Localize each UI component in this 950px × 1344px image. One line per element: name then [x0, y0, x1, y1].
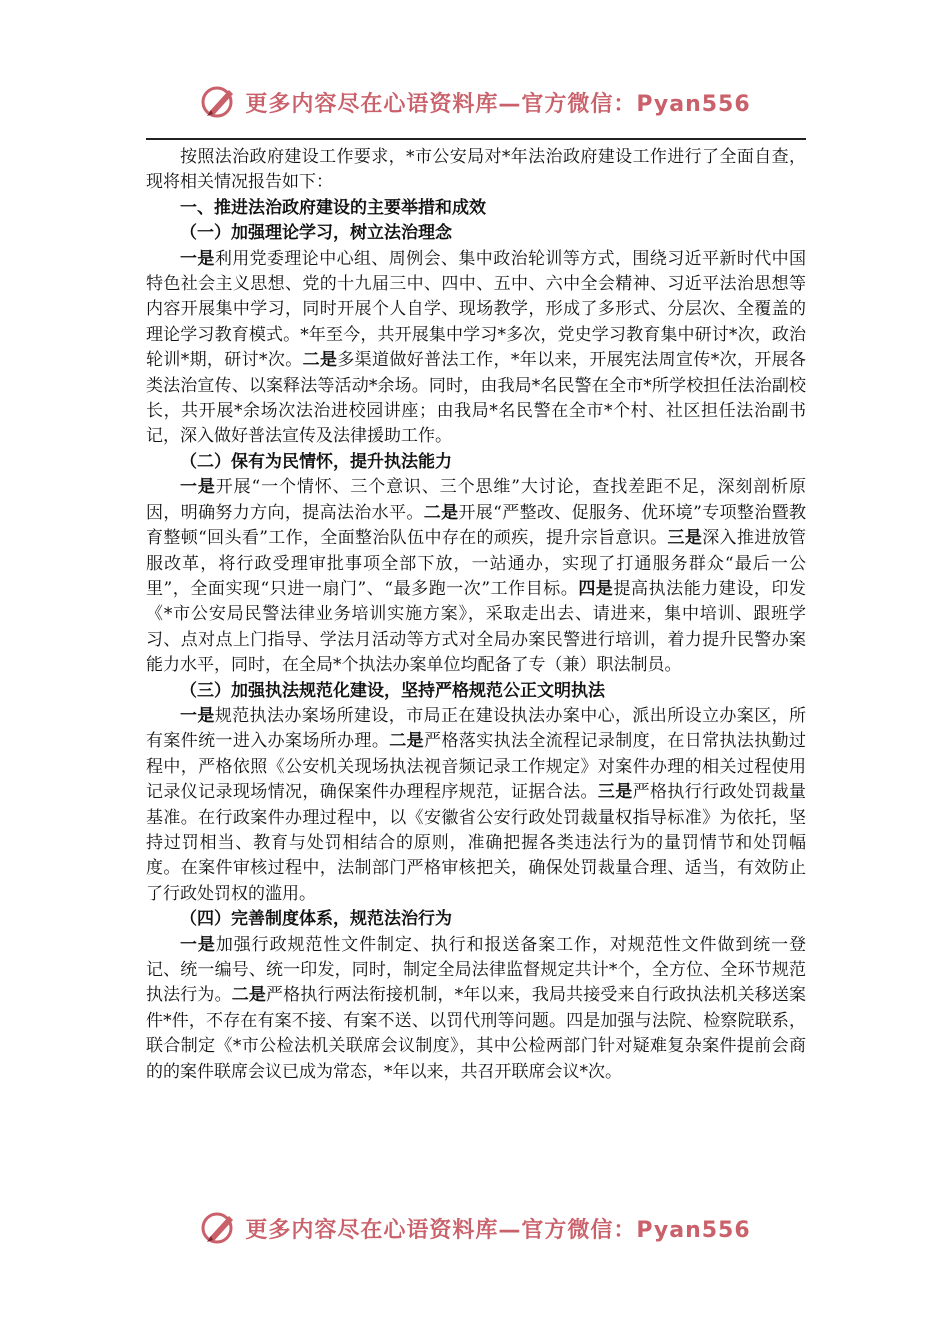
paragraph-text: 深入推进放管服改革，将行政受理审批事项全部下放，一站通办，实现了打通服务群众“最后一公里”，全面实现“只进一扇门”、“最多跑一次”工作目标。	[146, 528, 806, 599]
intro-paragraph: 按照法治政府建设工作要求，*市公安局对*年法治政府建设工作进行了全面自查，现将相关情况报告如下：	[146, 147, 806, 193]
section-1-title: （一）加强理论学习，树立法治理念	[180, 223, 452, 244]
paragraph-text: 提高执法能力建设，印发《*市公安局民警法律业务培训实施方案》，采取走出去、请进来，集中培训、跟班学习、点对点上门指导、学法月活动等方式对全局办案民警进行培训，着力提升民警办案能力水平，同时，在全局*个执法办案单位均配备了专（兼）职法制员。	[146, 578, 807, 676]
pen-logo-icon	[199, 82, 239, 122]
paragraph-text: 严格落实执法全流程记录制度，在日常执法执勤过程中，严格依照《公安机关现场执法视音频记录工作规定》对案件办理的相关过程使用记录仪记录现场情况，确保案件办理程序规范，证据合法。	[146, 731, 807, 803]
lead-marker: 一是	[180, 477, 216, 498]
paragraph-text: 规范执法办案场所建设，市局正在建设执法办案中心，派出所设立办案区，所有案件统一进入办案场所办理。	[146, 705, 807, 752]
section-1-paragraph	[146, 247, 806, 450]
section-2-title: （二）保有为民情怀，提升执法能力	[180, 451, 452, 472]
banner-text: 更多内容尽在心语资料库—官方微信：Pyan556	[245, 1217, 751, 1243]
section-3-paragraph	[146, 704, 806, 907]
footer-banner	[0, 1208, 950, 1248]
paragraph-text: 开展“一个情怀、三个意识、三个思维”大讨论，查找差距不足，深刻剖析原因，明确努力方向，提高法治水平。	[146, 477, 806, 523]
section-2-paragraph	[146, 475, 806, 678]
header-banner	[0, 82, 950, 122]
lead-marker: 三是	[667, 528, 703, 549]
lead-marker: 三是	[597, 782, 633, 803]
lead-marker: 二是	[389, 731, 425, 752]
paragraph-text: 利用党委理论中心组、周例会、集中政治轮训等方式，围绕习近平新时代中国特色社会主义思想、党的十九届三中、四中、五中、六中全会精神、习近平法治思想等内容开展集中学习，同时开展个人自学、现场教学，形成了多形式、分层次、全覆盖的理论学习教育模式。*年至今，共开展集中学习*多次，党史学习教育集中研讨*次，政治轮训*期，研讨*次。	[146, 248, 807, 371]
paragraph-text: 严格执行行政处罚裁量基准。在行政案件办理过程中，以《安徽省公安行政处罚裁量权指导标准》为依托，坚持过罚相当、教育与处罚相结合的原则，准确把握各类违法行为的量罚情节和处罚幅度。在案件审核过程中，法制部门严格审核把关，确保处罚裁量合理、适当，有效防止了行政处罚权的滥用。	[146, 782, 807, 904]
paragraph-text: 加强行政规范性文件制定、执行和报送备案工作，对规范性文件做到统一登记、统一编号、统一印发，同时，制定全局法律监督规定共计*个，全方位、全环节规范执法行为。	[146, 934, 807, 1006]
document-body	[146, 145, 806, 1085]
section-4-title: （四）完善制度体系，规范法治行为	[180, 909, 452, 930]
section-4-paragraph	[146, 933, 806, 1085]
lead-marker: 一是	[180, 705, 215, 726]
paragraph-text: 多渠道做好普法工作，*年以来，开展宪法周宣传*次，开展各类法治宣传、以案释法等活动*余场。同时，由我局*名民警在全市*所学校担任法治副校长，共开展*余场次法治进校园讲座；由我局*名民警在全市*个村、社区担任法治副书记，深入做好普法宣传及法律援助工作。	[146, 350, 807, 447]
lead-marker: 四是	[578, 578, 614, 599]
lead-marker: 二是	[302, 350, 338, 371]
heading-1: 一、推进法治政府建设的主要举措和成效	[180, 197, 486, 218]
section-3-title: （三）加强执法规范化建设，坚持严格规范公正文明执法	[180, 680, 605, 701]
paragraph-text: 开展“严整改、促服务、优环境”专项整治暨教育整顿“回头看”工作，全面整治队伍中存在的顽疾，提升宗旨意识。	[146, 502, 806, 549]
lead-marker: 一是	[180, 934, 216, 955]
lead-marker: 二是	[231, 985, 267, 1006]
header-rule	[146, 138, 806, 140]
lead-marker: 一是	[180, 248, 215, 269]
banner-text: 更多内容尽在心语资料库—官方微信：Pyan556	[245, 91, 751, 117]
pen-logo-icon	[199, 1208, 239, 1248]
paragraph-text: 严格执行两法衔接机制，*年以来，我局共接受来自行政执法机关移送案件*件，不存在有案不接、有案不送、以罚代刑等问题。四是加强与法院、检察院联系，联合制定《*市公检法机关联席会议制度》，其中公检两部门针对疑难复杂案件提前会商的的案件联席会议已成为常态，*年以来，共召开联席会议*次。	[146, 985, 807, 1082]
lead-marker: 二是	[423, 502, 459, 523]
